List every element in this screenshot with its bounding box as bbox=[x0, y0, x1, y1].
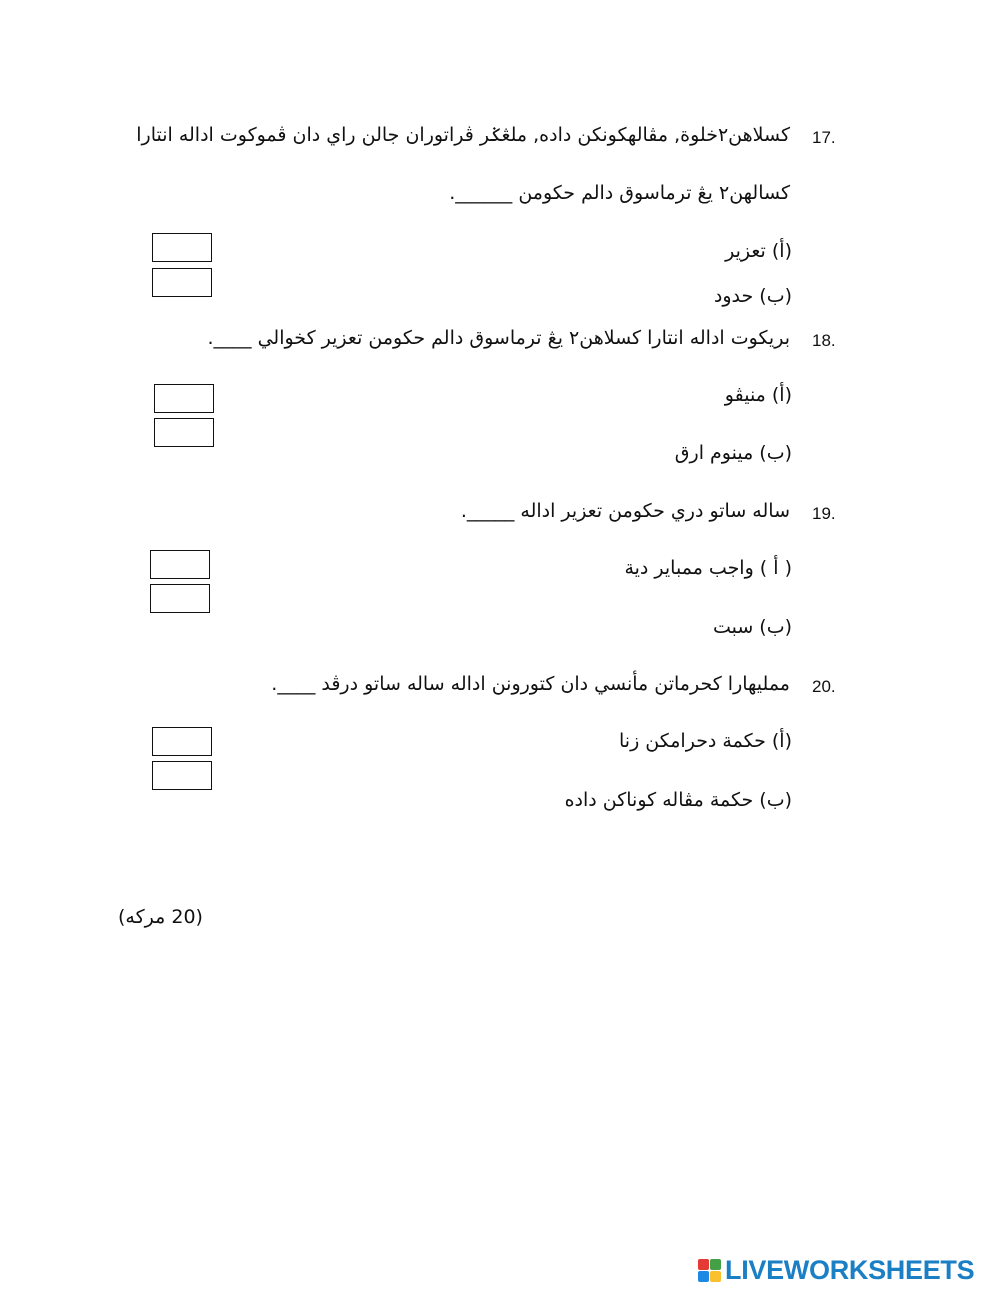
logo-square bbox=[698, 1259, 709, 1270]
answer-box[interactable] bbox=[154, 384, 214, 413]
answer-box[interactable] bbox=[152, 268, 212, 297]
total-marks: (20 مركه) bbox=[118, 906, 203, 928]
question-number: 18. bbox=[812, 331, 836, 350]
answer-box[interactable] bbox=[152, 761, 212, 790]
answer-box[interactable] bbox=[152, 233, 212, 262]
logo-square bbox=[698, 1271, 709, 1282]
option-label: (أ) حكمة دحرامكن زنا bbox=[619, 730, 792, 752]
question-number: 19. bbox=[812, 504, 836, 523]
question-text: مم‍ليهارا كحرماتن مأنسي دان كتورونن اداله ساله ساتو درڤد ____. bbox=[271, 673, 790, 695]
option-label: (أ) منيڤو bbox=[724, 384, 792, 406]
option-label: ( أ ) واجب ممباير دية bbox=[624, 557, 792, 579]
option-label: (ب) سبت bbox=[712, 616, 792, 638]
question-number: 17. bbox=[812, 128, 836, 147]
question-text: ساله ساتو دري حكومن تعزير اداله _____. bbox=[460, 500, 790, 522]
liveworksheets-logo bbox=[698, 1255, 974, 1285]
logo-squares-icon bbox=[698, 1259, 721, 1282]
option-label: (ب) حكمة مڤاله كوناكن داده bbox=[564, 789, 792, 811]
answer-box[interactable] bbox=[150, 584, 210, 613]
answer-box[interactable] bbox=[152, 727, 212, 756]
question-text: كسالهن٢ يڠ ترماسوق دالم حكومن ______. bbox=[449, 182, 790, 204]
answer-box[interactable] bbox=[154, 418, 214, 447]
brand-name: LIVEWORKSHEETS bbox=[725, 1254, 975, 1285]
answer-box[interactable] bbox=[150, 550, 210, 579]
question-number: 20. bbox=[812, 677, 836, 696]
option-label: (أ) تعزير bbox=[725, 240, 792, 262]
question-text: كسلاهن٢خلوة, مڤالهكونكن داده, ملڠݢر ڤراتوران جالن راي دان ڤموكوت اداله انتارا bbox=[136, 124, 790, 146]
question-text: بريكوت اداله انتارا كسلاهن٢ يڠ ترماسوق دالم حكومن تعزير كخوالي ____. bbox=[207, 327, 790, 349]
logo-square bbox=[710, 1259, 721, 1270]
option-label: (ب) مينوم ارق bbox=[674, 442, 792, 464]
logo-square bbox=[710, 1271, 721, 1282]
option-label: (ب) حدود bbox=[713, 285, 792, 307]
